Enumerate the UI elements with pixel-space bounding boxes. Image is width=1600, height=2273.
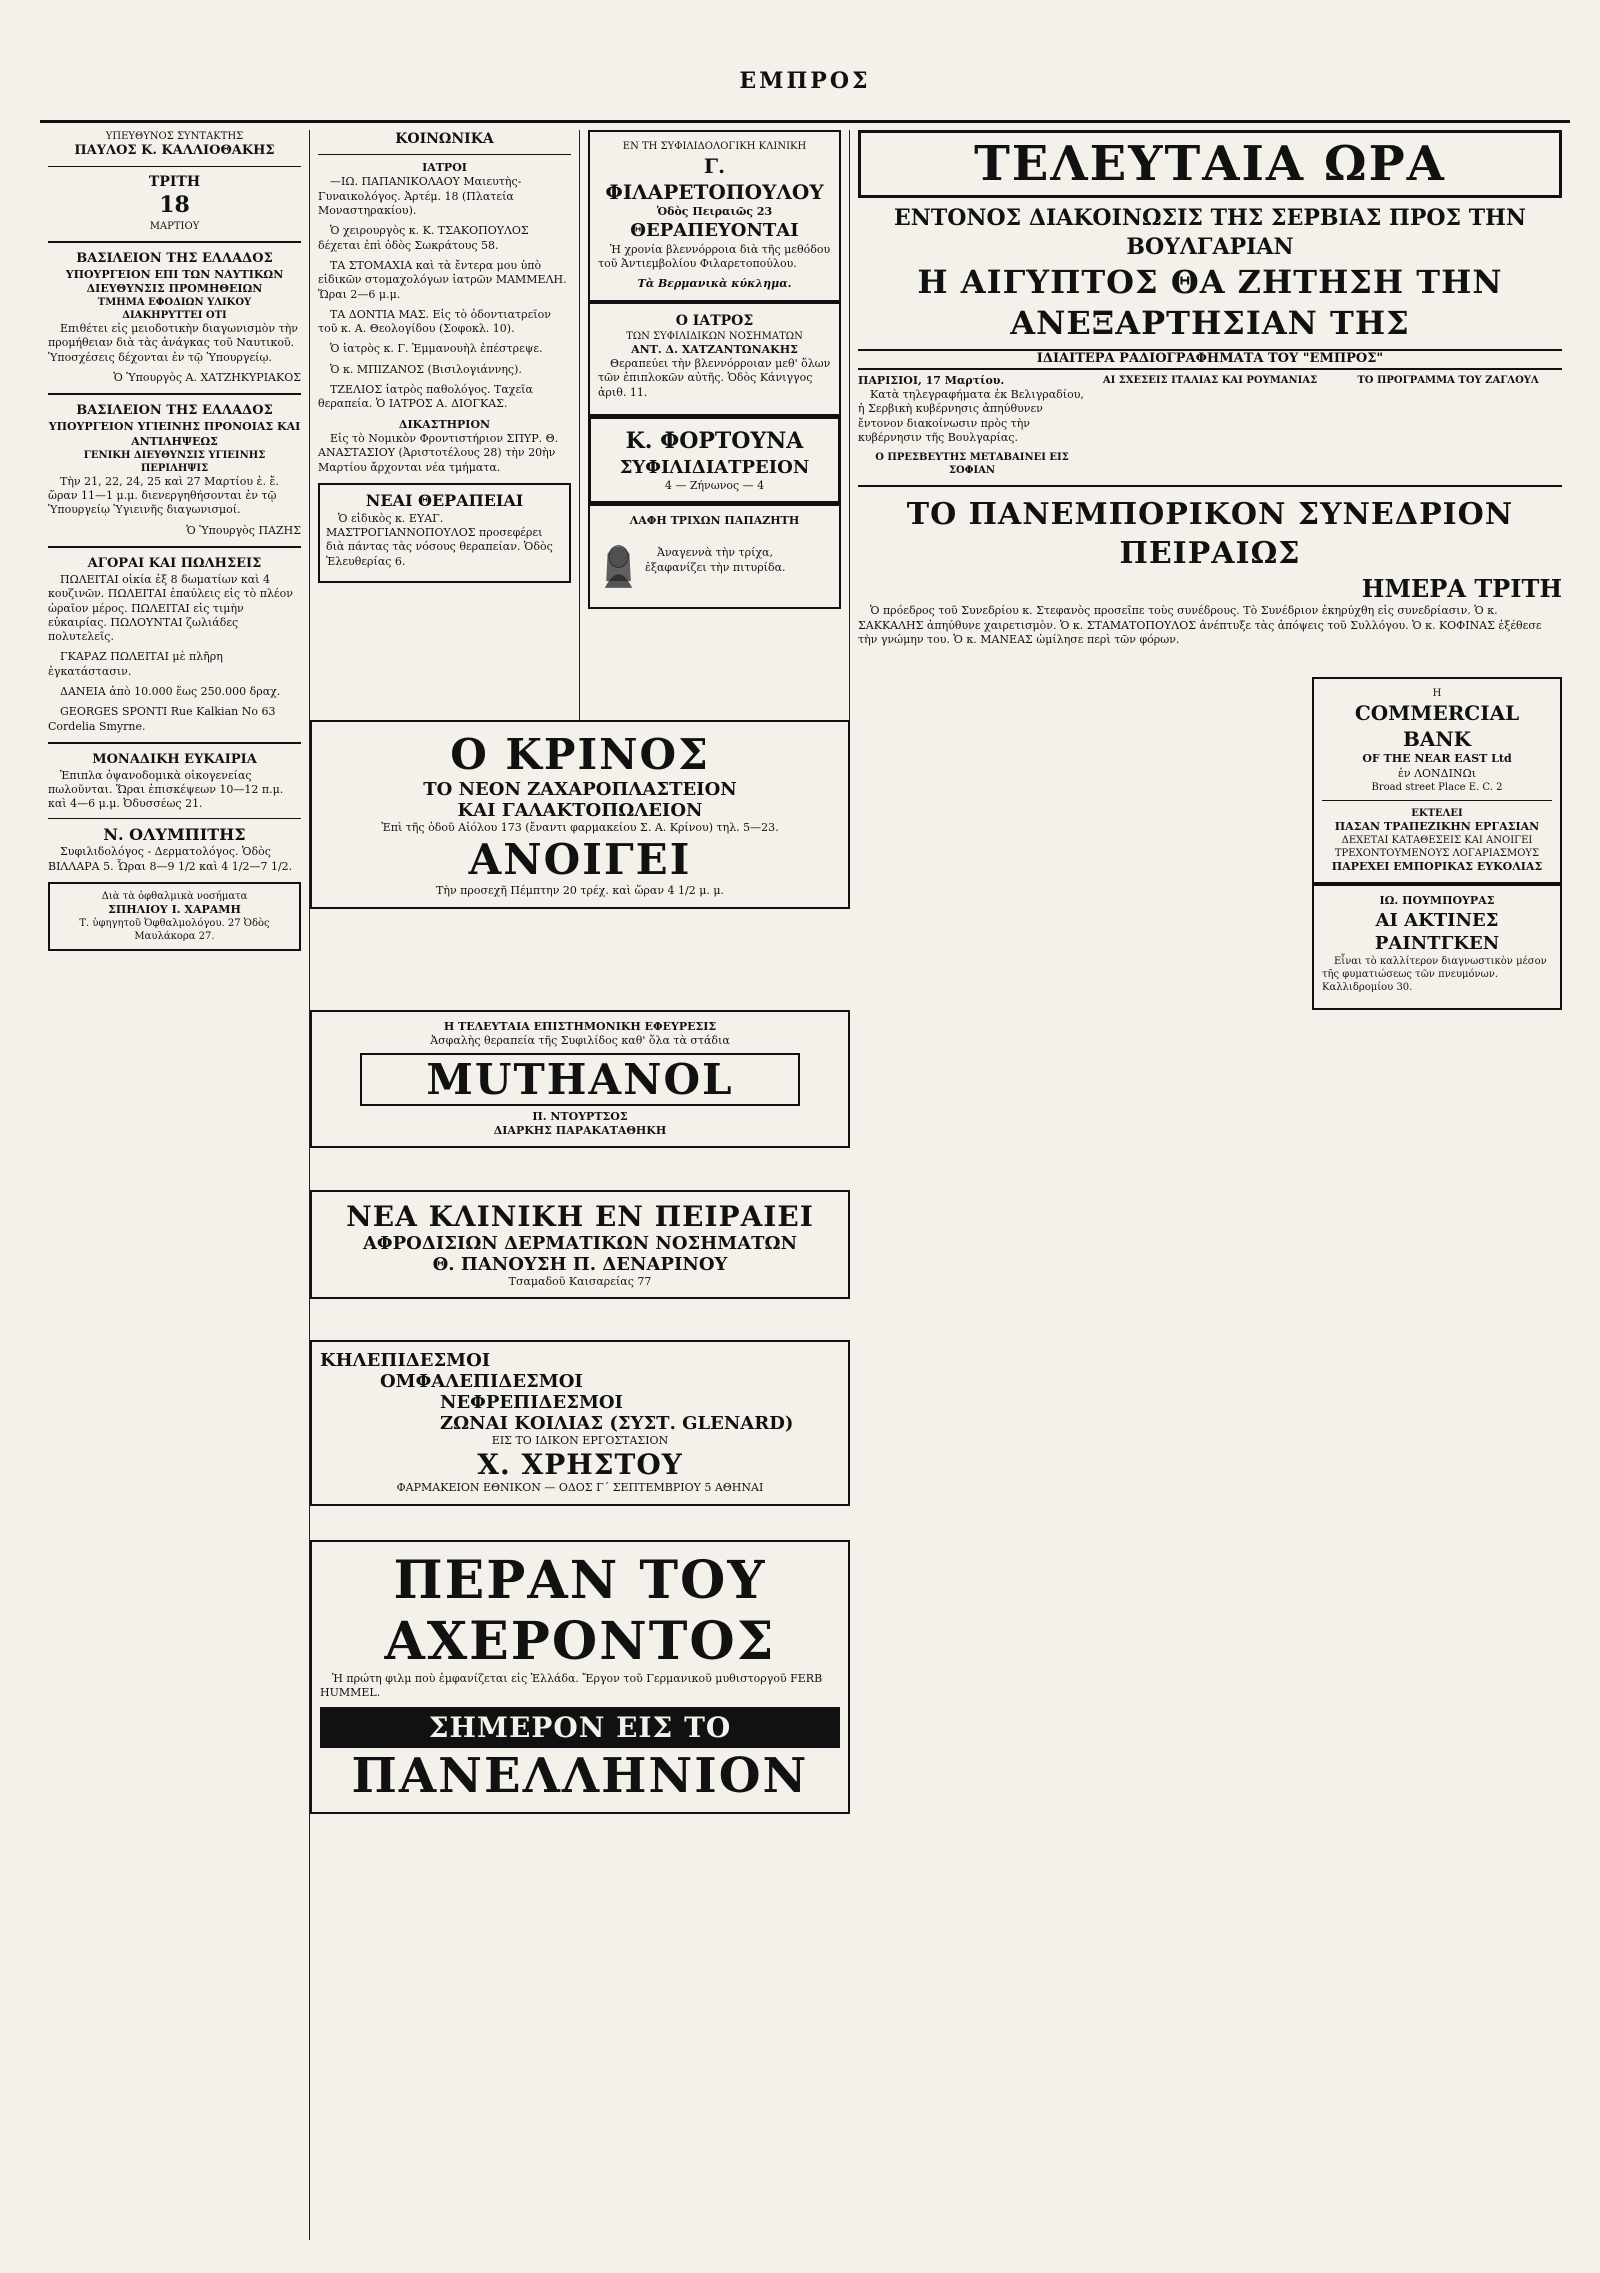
woman-portrait-icon [598,529,639,599]
clinic-ad [588,130,841,302]
film-today: ΣΗΜΕΡΟΝ ΕΙΣ ΤΟ [320,1707,840,1748]
doctors-section: ΙΑΤΡΟΙ [422,161,467,175]
market-title: ΑΓΟΡΑΙ ΚΑΙ ΠΩΛΗΣΕΙΣ [87,556,262,572]
doctor-body: Συφιλιδολόγος - Δερματολόγος. Ὁδὸς ΒΙΛΛΑΡΑ 5. Ὧραι 8—9 1/2 καὶ 4 1/2—7 1/2. [48,845,293,873]
clinic2-addr: Τσαμαδοῦ Καισαρείας 77 [508,1275,652,1288]
xray-title: ΑΙ ΑΚΤΙΝΕΣ ΡΑΙΝΤΓΚΕΝ [1374,909,1500,955]
krinos-title: Ο ΚΡΙΝΟΣ [450,730,710,779]
doc7: ΤΖΕΛΙΟΣ ἰατρὸς παθολόγος. Ταχεῖα θεραπεία. Ὁ ΙΑΤΡΟΣ Α. ΔΙΟΓΚΑΣ. [318,383,533,411]
notice2-sub: ΥΠΟΥΡΓΕΙΟΝ ΥΓΙΕΙΝΗΣ ΠΡΟΝΟΙΑΣ ΚΑΙ ΑΝΤΙΛΗΨΕΩΣ [48,420,301,448]
masthead [40,60,1570,123]
bank-addr: Broad street Place E. C. 2 [1371,781,1503,793]
belt-name: Χ. ΧΡΗΣΤΟΥ [477,1448,683,1482]
belt-l1: ΚΗΛΕΠΙΔΕΣΜΟΙ [320,1350,491,1371]
issue-date: 18 [159,192,190,219]
eye-name: ΣΠΗΛΙΟΥ Ι. ΧΑΡΑΜΗ [108,903,241,917]
new-therapies-ad [318,483,571,583]
editor-caption: ΥΠΕΥΘΥΝΟΣ ΣΥΝΤΑΚΤΗΣ [105,131,244,142]
social-header: ΚΟΙΝΩΝΙΚΑ [395,131,494,147]
garage-ad: ΓΚΑΡΑΖ ΠΩΛΕΙΤΑΙ μὲ πλῆρη ἐγκατάστασιν. [48,650,223,678]
krinos-sub2: ΚΑΙ ΓΑΛΑΚΤΟΠΩΛΕΙΟΝ [457,800,703,821]
bank-name: COMMERCIAL BANK [1354,701,1520,752]
tel-sub2: ΑΙ ΣΧΕΣΕΙΣ ΙΤΑΛΙΑΣ ΚΑΙ ΡΟΥΜΑΝΙΑΣ [1102,374,1318,386]
bank-ad [1312,677,1562,884]
notice2-title: ΒΑΣΙΛΕΙΟΝ ΤΗΣ ΕΛΛΑΔΟΣ [76,403,273,419]
bank-pre: Η [1432,688,1442,700]
address-ad: GEORGES SPONTI Rue Kalkian No 63 Cordelia Smyrne. [48,705,276,733]
column-3 [580,130,850,720]
clinic-addr: Ὁδὸς Πειραιῶς 23 [656,205,773,218]
tel-title: ΤΕΛΕΥΤΑΙΑ ΩΡΑ [858,130,1562,198]
doc-sub: ΤΩΝ ΣΥΦΙΛΙΔΙΚΩΝ ΝΟΣΗΜΑΤΩΝ [626,330,803,342]
notice2-heading: ΠΕΡΙΛΗΨΙΣ [140,462,209,474]
market-body: ΠΩΛΕΙΤΑΙ οἰκία ἐξ 8 δωματίων καὶ 4 κουζινῶν. ΠΩΛΕΙΤΑΙ ἐπαύλεις εἰς τὸ πλέον ὡραῖον μέρος. ΠΩΛΕΙΤΑΙ εἰς τιμὴν εὐκαιρίας. ΠΩΛΟΥΝΤΑΙ ζωλιάδες πολυτελεῖς. [48,572,293,644]
congress-body: Ὁ πρόεδρος τοῦ Συνεδρίου κ. Στεφανὸς προσεῖπε τοὺς συνέδρους. Τὸ Συνέδριον ἐκηρύχθη εἰς συνεδρίασιν. Ὁ κ. ΣΑΚΚΑΛΗΣ ἀπηύθυνε χαιρετισμὸν. Ὁ κ. ΣΤΑΜΑΤΟΠΟΥΛΟΣ ἀνέπτυξε τὰς ἀπόψεις τοῦ Συλλόγου. Ὁ κ. ΚΟΦΙΝΑΣ ἐξέθεσε τὴν γνώμην του. Ὁ κ. ΜΑΝΕΑΣ ὡμίλησε περὶ τῶν φόρων. [858,604,1542,646]
tel-body: Κατὰ τηλεγραφήματα ἐκ Βελιγραδίου, ἡ Σερβικὴ κυβέρνησις ἀπηύθυνεν ἔντονον διακοίνωσιν πρὸς τὴν κυβέρνησιν τῆς Βουλγαρίας. [858,387,1084,444]
clinic-top: ΕΝ ΤΗ ΣΥΦΙΛΙΔΟΛΟΓΙΚΗ ΚΛΙΝΙΚΗ [622,141,807,152]
doc3: ΤΑ ΣΤΟΜΑΧΙΑ καὶ τὰ ἔντερα μου ὑπὸ εἰδικῶν στομαχολόγων ἰατρῶν ΜΑΜΜΕΛΗ. Ὥραι 2—6 μ.μ. [318,258,567,301]
issue-day: ΤΡΙΤΗ [148,173,201,190]
krinos-time: Τὴν προσεχῆ Πέμπτην 20 τρέχ. καὶ ὥραν 4 1/2 μ. μ. [436,884,724,898]
notice1-sub: ΥΠΟΥΡΓΕΙΟΝ ΕΠΙ ΤΩΝ ΝΑΥΤΙΚΩΝ [65,267,284,281]
doc-body: Θεραπεύει τὴν βλεννόρροιαν μεθ' ὅλων τῶν ἐπιπλοκῶν αὐτῆς. Ὁδὸς Κάνιγγος ἀριθ. 11. [598,357,831,399]
tel-sub3: ΤΟ ΠΡΟΓΡΑΜΜΑ ΤΟΥ ΖΑΓΛΟΥΛ [1357,374,1539,386]
bank-facilities: ΠΑΡΕΧΕΙ ΕΜΠΟΡΙΚΑΣ ΕΥΚΟΛΙΑΣ [1331,860,1543,874]
clinic-name: Γ. ΦΙΛΑΡΕΤΟΠΟΥΛΟΥ [605,154,824,204]
muthanol-ad [310,1010,850,1148]
editor-name: ΠΑΥΛΟΣ Κ. ΚΑΛΛΙΟΘΑΚΗΣ [74,143,275,158]
film-ad [310,1540,850,1814]
hair-body: Ἀναγεννὰ τὴν τρίχα, ἐξαφανίζει τὴν πιτυρίδα. [645,546,786,574]
doc-name: ΑΝΤ. Δ. ΧΑΤΖΑΝΤΩΝΑΚΗΣ [631,342,798,356]
clinic2-title: ΝΕΑ ΚΛΙΝΙΚΗ ΕΝ ΠΕΙΡΑΙΕΙ [346,1200,814,1233]
bank-branch: ΕΚΤΕΛΕΙ [1411,807,1463,819]
doc-title: Ο ΙΑΤΡΟΣ [675,312,754,329]
tel-dateline: ΠΑΡΙΣΙΟΙ, 17 Μαρτίου. [858,373,1005,387]
doc4: ΤΑ ΔΟΝΤΙΑ ΜΑΣ. Εἰς τὸ ὀδοντιατρεῖον τοῦ κ. Α. Θεολογίδου (Σοφοκλ. 10). [318,307,551,336]
xray-ad [1312,884,1562,1010]
courts-body: Εἰς τὸ Νομικὸν Φροντιστήριον ΣΠΥΡ. Θ. ΑΝΑΣΤΑΣΙΟΥ (Ἀριστοτέλους 28) τὴν 20ὴν Μαρτίου ἄρχονται νέα τμήματα. [318,431,559,474]
page [40,60,1570,2240]
notice1-sign: Ὁ Ὑπουργὸς Α. ΧΑΤΖΗΚΥΡΙΑΚΟΣ [113,371,301,385]
doctor-ad [588,302,841,416]
notice2-body: Τὴν 21, 22, 24, 25 καὶ 27 Μαρτίου ἐ. ἔ. ὥραν 11—1 μ.μ. διενεργηθήσονται ἐν τῷ Ὑπουργείῳ Ὑγιεινῆς διαγωνισμοί. [48,474,279,517]
krinos-sub: ΤΟ ΝΕΟΝ ΖΑΧΑΡΟΠΛΑΣΤΕΙΟΝ [423,779,737,800]
bank-ops: ΠΑΣΑΝ ΤΡΑΠΕΖΙΚΗΝ ΕΡΓΑΣΙΑΝ [1334,819,1540,833]
fortuna-name: Κ. ΦΟΡΤΟΥΝΑ [625,427,804,454]
tel-head1: ΕΝΤΟΝΟΣ ΔΙΑΚΟΙΝΩΣΙΣ ΤΗΣ ΣΕΡΒΙΑΣ ΠΡΟΣ ΤΗΝ ΒΟΥΛΓΑΡΙΑΝ [893,205,1527,260]
doc2: Ὁ χειρουργὸς κ. Κ. ΤΣΑΚΟΠΟΥΛΟΣ δέχεται ἐπὶ ὁδὸς Σωκράτους 58. [318,224,529,252]
clinic-body: Ἡ χρονία βλεννόρροια διὰ τῆς μεθόδου τοῦ Ἀντιεμβολίου Φιλαρετοπούλου. [598,242,831,270]
new-body: Ὁ εἰδικὸς κ. ΕΥΑΓ. ΜΑΣΤΡΟΓΙΑΝΝΟΠΟΥΛΟΣ προσεφέρει διὰ πάντας τὰς νόσους θεραπείαν. Ὁδὸς Ἐλευθερίας 6. [326,511,553,568]
bank-city: ἐν ΛΟΝΔΙΝΩι [1397,766,1477,780]
new-title: ΝΕΑΙ ΘΕΡΑΠΕΙΑΙ [365,490,524,510]
congress-title: ΤΟ ΠΑΝΕΜΠΟΡΙΚΟΝ ΣΥΝΕΔΡΙΟΝ ΠΕΙΡΑΙΩΣ [906,497,1514,572]
column-2 [310,130,580,720]
unique-body: Ἐπιπλα ὀψανοδομικὰ οἰκογενείας πωλοῦνται. Ὥραι ἐπισκέψεων 10—12 π.μ. καὶ 4—6 μ.μ. Ὀδυσσέως 21. [48,768,284,811]
notice2-sign: Ὁ Ὑπουργὸς ΠΑΖΗΣ [186,523,301,537]
doc1: —ΙΩ. ΠΑΠΑΝΙΚΟΛΑΟΥ Μαιευτὴς-Γυναικολόγος. Ἀρτέμ. 18 (Πλατεία Μοναστηρακίου). [318,175,522,218]
notice1-section: ΤΜΗΜΑ ΕΦΟΔΙΩΝ ΥΛΙΚΟΥ [97,297,252,309]
film-cinema: ΠΑΝΕΛΛΗΝΙΟΝ [351,1747,809,1804]
notice1-title: ΒΑΣΙΛΕΙΟΝ ΤΗΣ ΕΛΛΑΔΟΣ [76,250,273,266]
doctor-name: Ν. ΟΛΥΜΠΙΤΗΣ [103,824,246,844]
film-body: Ἡ πρώτη φιλμ ποὺ ἐμφανίζεται εἰς Ἑλλάδα. Ἔργον τοῦ Γερμανικοῦ μυθιστοργοῦ FERB HUMMEL. [320,1672,823,1700]
muth-sub: Ἀσφαλὴς θεραπεία τῆς Συφιλίδος καθ' ὅλα τὰ στάδια [430,1034,730,1048]
notice2-dept: ΓΕΝΙΚΗ ΔΙΕΥΘΥΝΣΙΣ ΥΓΙΕΙΝΗΣ [83,449,266,461]
bank-of: OF THE NEAR EAST Ltd [1362,752,1512,766]
clinic2-sub: ΑΦΡΟΔΙΣΙΩΝ ΔΕΡΜΑΤΙΚΩΝ ΝΟΣΗΜΑΤΩΝ [362,1233,798,1254]
eye-ad [48,882,301,951]
xray-body: Εἶναι τὸ καλλίτερον διαγνωστικὸν μέσον τῆς φυματιώσεως τῶν πνευμόνων. Καλλιδρομίου 30. [1322,956,1547,994]
notice1-heading: ΔΙΑΚΗΡΥΤΤΕΙ ΟΤΙ [122,310,227,322]
muth-agent: Π. ΝΤΟΥΡΤΣΟΣ [532,1109,628,1123]
masthead-title: ΕΜΠΡΟΣ [739,68,871,94]
unique-title: ΜΟΝΑΔΙΚΗ ΕΥΚΑΙΡΙΑ [92,751,257,767]
belt-l4: ΖΩΝΑΙ ΚΟΙΛΙΑΣ (ΣΥΣΤ. GLENARD) [440,1413,794,1434]
bank-deposits: ΔΕΧΕΤΑΙ ΚΑΤΑΘΕΣΕΙΣ ΚΑΙ ΑΝΟΙΓΕΙ ΤΡΕΧΟΝΤΟΥΜΕΝΟΥΣ ΛΟΓΑΡΙΑΣΜΟΥΣ [1334,835,1540,860]
doc6: Ὁ κ. ΜΠΙΖΑΝΟΣ (Βισιλογιάννης). [330,362,522,376]
notice1-dept: ΔΙΕΥΘΥΝΣΙΣ ΠΡΟΜΗΘΕΙΩΝ [86,281,263,295]
doc5: Ὁ ἰατρὸς κ. Γ. Ἐμμανουὴλ ἐπέστρεψε. [330,342,543,356]
fortuna-sub: ΣΥΦΙΛΙΔΙΑΤΡΕΙΟΝ [619,456,810,478]
courts-title: ΔΙΚΑΣΤΗΡΙΟΝ [398,417,491,431]
clinic-cure: ΘΕΡΑΠΕΥΟΝΤΑΙ [630,220,799,242]
krinos-ad [310,720,850,909]
belt-l3: ΝΕΦΡΕΠΙΔΕΣΜΟΙ [440,1392,623,1413]
clinic2-docs: Θ. ΠΑΝΟΥΣΗ Π. ΔΕΝΑΡΙΝΟΥ [432,1254,728,1275]
notice1-body: Επιθέτει εἰς μειοδοτικὴν διαγωνισμὸν τὴν προμήθειαν διὰ τὰς ἀνάγκας τοῦ Ναυτικοῦ. Ὑποσχέσεις δέχονται ἐν τῷ Ὑπουργείῳ. [48,322,298,364]
clinic-motto: Τὰ Βερμανικὰ κύκλημα. [637,277,792,291]
belt-l2: ΟΜΦΑΛΕΠΙΔΕΣΜΟΙ [380,1371,583,1392]
tel-radio: ΙΔΙΑΙΤΕΡΑ ΡΑΔΙΟΓΡΑΦΗΜΑΤΑ ΤΟΥ "ΕΜΠΡΟΣ" [858,349,1562,370]
krinos-body: Ἐπὶ τῆς ὁδοῦ Αἰόλου 173 (ἔναντι φαρμακείου Σ. Α. Κρίνου) τηλ. 5—23. [381,821,779,834]
film-title: ΠΕΡΑΝ ΤΟΥ ΑΧΕΡΟΝΤΟΣ [384,1550,776,1672]
loans-ad: ΔΑΝΕΙΑ ἀπὸ 10.000 ἕως 250.000 δραχ. [60,684,281,698]
muth-name: MUTHANOL [360,1053,800,1106]
fortuna-addr: 4 — Ζήνωνος — 4 [664,478,765,492]
muth-top: Η ΤΕΛΕΥΤΑΙΑ ΕΠΙΣΤΗΜΟΝΙΚΗ ΕΦΕΥΡΕΣΙΣ [443,1020,717,1033]
muth-depot: ΔΙΑΡΚΗΣ ΠΑΡΑΚΑΤΑΘΗΚΗ [493,1123,667,1137]
eye-title: Διὰ τὰ ὀφθαλμικὰ νοσήματα [101,891,248,903]
new-clinic-ad [310,1190,850,1299]
hair-title: ΛΑΦΗ ΤΡΙΧΩΝ ΠΑΠΑΖΗΤΗ [629,514,800,528]
bandages-ad [310,1340,850,1506]
belt-addr: ΦΑΡΜΑΚΕΙΟΝ ΕΘΝΙΚΟΝ — ΟΔΟΣ Γ΄ ΣΕΠΤΕΜΒΡΙΟΥ 5 ΑΘΗΝΑΙ [396,1481,764,1495]
tel-head2: Η ΑΙΓΥΠΤΟΣ ΘΑ ΖΗΤΗΣΗ ΤΗΝ ΑΝΕΞΑΡΤΗΣΙΑΝ ΤΗΣ [917,262,1503,343]
fortuna-ad [588,416,841,504]
xray-doc: ΙΩ. ΠΟΥΜΠΟΥΡΑΣ [1379,894,1495,908]
belt-l5: ΕΙΣ ΤΟ ΙΔΙΚΟΝ ΕΡΓΟΣΤΑΣΙΟΝ [491,1434,669,1447]
krinos-open: ΑΝΟΙΓΕΙ [468,835,692,885]
column-4 [850,130,1570,2240]
tel-sub1: Ο ΠΡΕΣΒΕΥΤΗΣ ΜΕΤΑΒΑΙΝΕΙ ΕΙΣ ΣΟΦΙΑΝ [875,452,1069,477]
hair-ad [588,504,841,608]
eye-body: Τ. ὑφηγητοῦ Ὀφθαλμολόγου. 27 Ὀδὸς Μαυλάκορα 27. [79,918,270,943]
issue-month: ΜΑΡΤΙΟΥ [149,220,200,232]
column-1 [40,130,310,2240]
congress-day: ΗΜΕΡΑ ΤΡΙΤΗ [1361,574,1562,604]
